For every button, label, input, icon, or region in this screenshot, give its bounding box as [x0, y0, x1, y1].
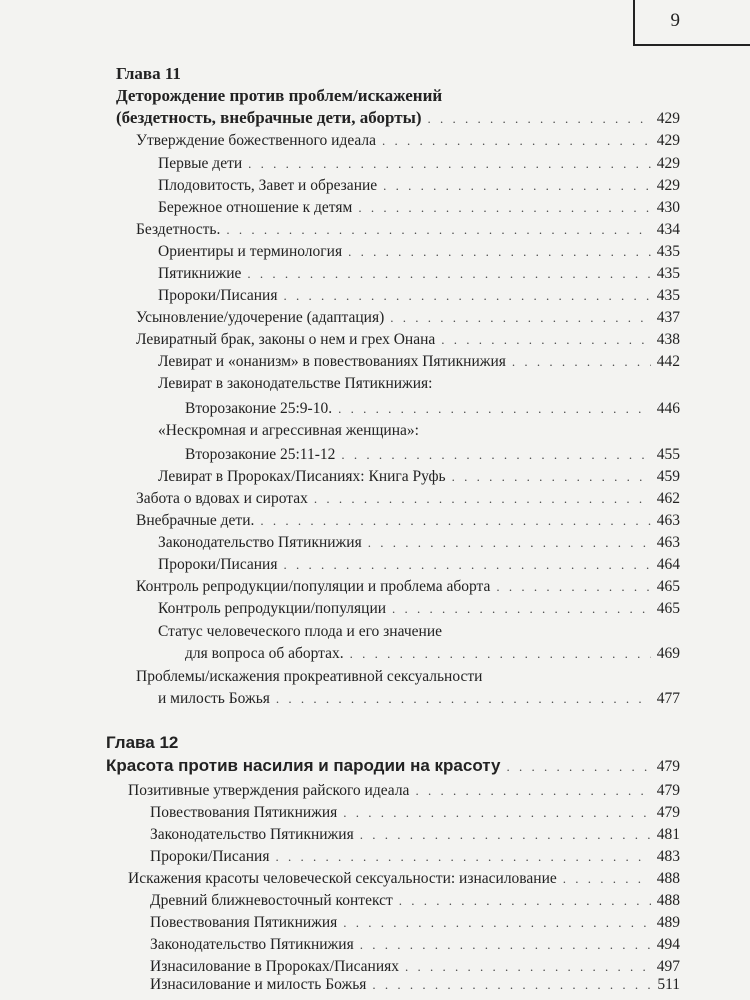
chapter-11-label: Глава 11	[116, 64, 181, 83]
toc-entry[interactable]: и милость Божья . . . 477	[158, 690, 680, 712]
toc-entry[interactable]: Бездетность. . . . 434	[136, 221, 680, 243]
toc-entry[interactable]: Второзаконие 25:9-10. . . . 446	[185, 400, 680, 422]
toc-entry[interactable]: Левират в Пророках/Писаниях: Книга Руфь . . . 459	[158, 468, 680, 490]
toc-subheading: Статус человеческого плода и его значение	[158, 623, 443, 640]
toc-entry[interactable]: Древний ближневосточный контекст . . . 488	[150, 892, 680, 914]
toc-subheading: «Нескромная и агрессивная женщина»:	[158, 422, 419, 439]
toc-entry[interactable]: Плодовитость, Завет и обрезание . . . 429	[158, 177, 680, 199]
toc-entry[interactable]: Первые дети . . . 429	[158, 155, 680, 177]
toc-entry[interactable]: Ориентиры и терминология . . . 435	[158, 243, 680, 265]
toc-entry[interactable]: Пятикнижие . . . 435	[158, 265, 680, 287]
toc-entry[interactable]: Пророки/Писания . . . 483	[150, 848, 680, 870]
toc-entry[interactable]: Красота против насилия и пародии на красоту . . . 479	[106, 756, 680, 778]
toc-entry[interactable]: Законодательство Пятикнижия . . . 481	[150, 826, 680, 848]
toc-entry[interactable]: Забота о вдовах и сиротах . . . 462	[136, 490, 680, 512]
toc-entry[interactable]: Искажения красоты человеческой сексуальности: изнасилование . . . 488	[128, 870, 680, 892]
toc-entry[interactable]: Повествования Пятикнижия . . . 489	[150, 914, 680, 936]
toc-entry[interactable]: (бездетность, внебрачные дети, аборты) . . . 429	[116, 108, 680, 130]
toc-entry[interactable]: Контроль репродукции/популяции и проблема аборта . . . 465	[136, 578, 680, 600]
toc-entry[interactable]: Левират и «онанизм» в повествованиях Пятикнижия . . . 442	[158, 353, 680, 375]
toc-entry[interactable]: Второзаконие 25:11-12 . . . 455	[185, 446, 680, 468]
toc-entry[interactable]: для вопроса об абортах. . . . 469	[185, 645, 680, 667]
corner-rule-horizontal	[633, 44, 750, 46]
toc-entry[interactable]: Позитивные утверждения райского идеала . . . 479	[128, 782, 680, 804]
toc-entry[interactable]: Законодательство Пятикнижия . . . 494	[150, 936, 680, 958]
toc-entry[interactable]: Усыновление/удочерение (адаптация) . . . 437	[136, 309, 680, 331]
corner-rule-vertical	[633, 0, 635, 46]
toc-entry[interactable]: Законодательство Пятикнижия . . . 463	[158, 534, 680, 556]
toc-entry[interactable]: Бережное отношение к детям . . . 430	[158, 199, 680, 221]
chapter-12-label: Глава 12	[106, 733, 179, 752]
page-number: 9	[670, 10, 680, 31]
toc-subheading: Левират в законодательстве Пятикнижия:	[158, 375, 433, 392]
toc-subheading: Проблемы/искажения прокреативной сексуальности	[136, 668, 483, 685]
toc-entry[interactable]: Пророки/Писания . . . 435	[158, 287, 680, 309]
toc-entry[interactable]: Изнасилование и милость Божья . . . 511	[150, 976, 680, 998]
toc-entry[interactable]: Контроль репродукции/популяции . . . 465	[158, 600, 680, 622]
toc-entry[interactable]: Изнасилование в Пророках/Писаниях . . . 497	[150, 958, 680, 980]
toc-entry[interactable]: Внебрачные дети. . . . 463	[136, 512, 680, 534]
toc-entry[interactable]: Повествования Пятикнижия . . . 479	[150, 804, 680, 826]
toc-entry[interactable]: Пророки/Писания . . . 464	[158, 556, 680, 578]
toc-entry[interactable]: Левиратный брак, законы о нем и грех Онана . . . 438	[136, 331, 680, 353]
chapter-11-title-line1: Деторождение против проблем/искажений	[116, 86, 443, 105]
toc-entry[interactable]: Утверждение божественного идеала . . . 429	[136, 132, 680, 154]
